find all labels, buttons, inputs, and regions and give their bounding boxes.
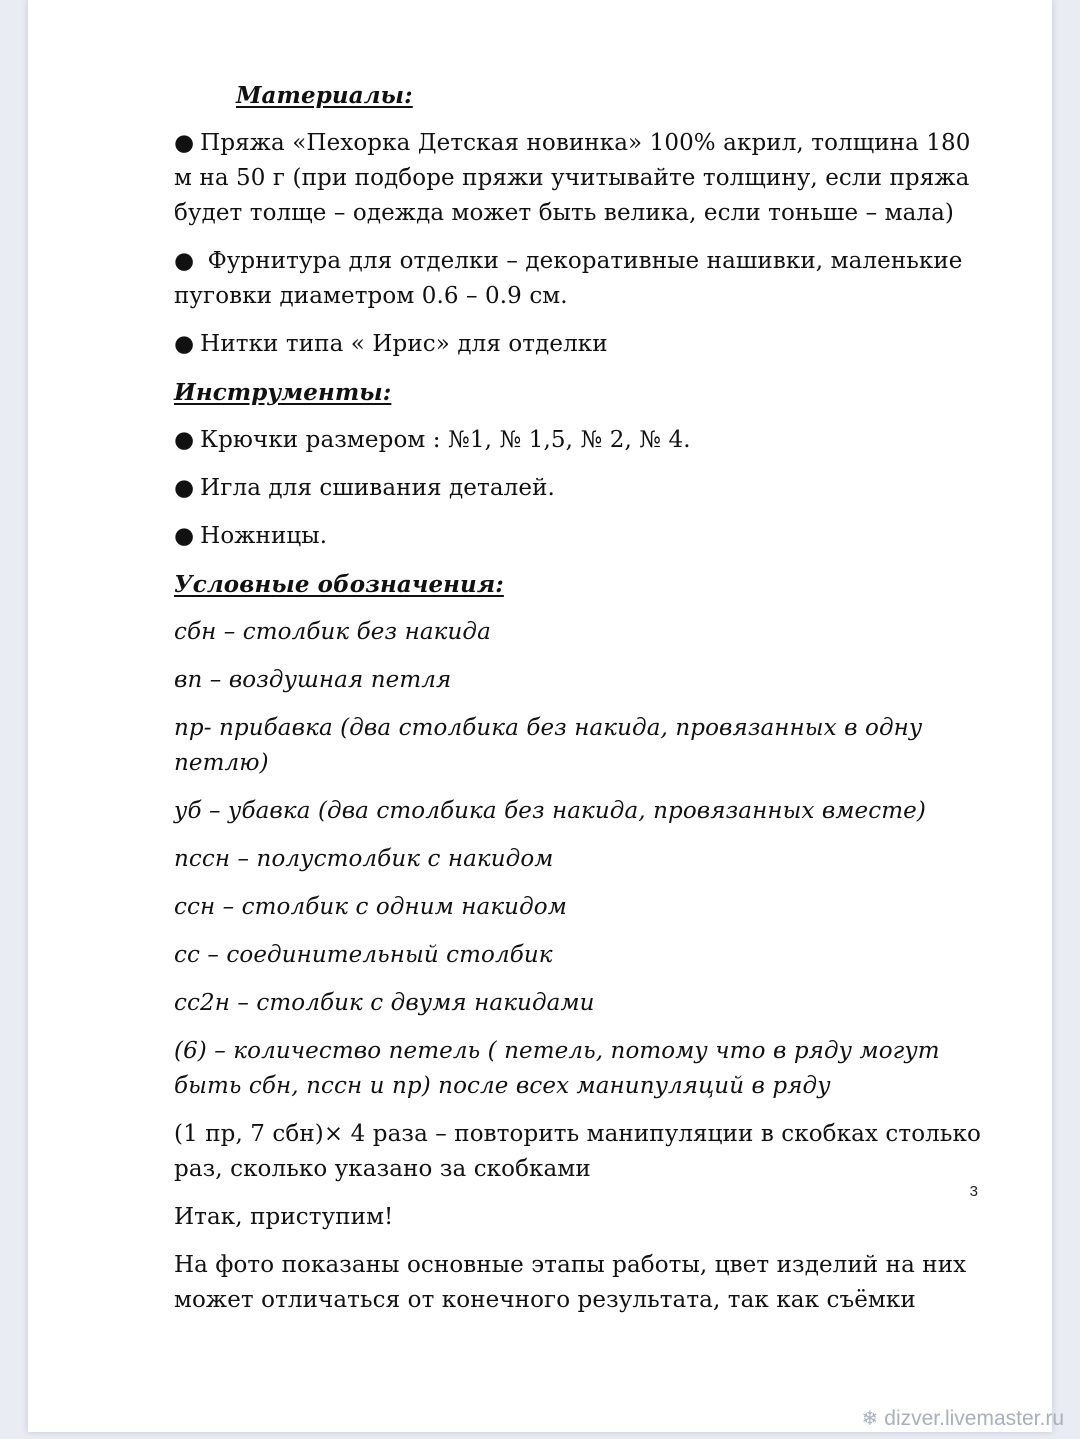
watermark-text: dizver.livemaster.ru <box>884 1406 1064 1430</box>
bullet-item <box>174 327 994 362</box>
section-heading: Условные обозначения: <box>174 571 504 598</box>
legend-entry: уб – убавка (два столбика без накида, провязанных вместе) <box>174 798 926 824</box>
legend-entry: сбн – столбик без накида <box>174 619 491 645</box>
legend-entry: вп – воздушная петля <box>174 667 452 693</box>
bullet-item <box>174 519 994 554</box>
watermark <box>862 1406 1065 1431</box>
section-heading: Материалы: <box>236 82 413 109</box>
section-heading: Инструменты: <box>174 379 392 406</box>
bullet-text: Крючки размером : №1, № 1,5, № 2, № 4. <box>200 427 691 453</box>
bullet-icon: ● <box>174 475 195 501</box>
bullet-item <box>174 423 994 458</box>
legend-entry: пр- прибавка (два столбика без накида, провязанных в одну петлю) <box>174 715 923 776</box>
page-content <box>174 78 994 1331</box>
bullet-item <box>174 126 994 231</box>
bullet-icon: ● <box>174 427 195 453</box>
bullet-text: Игла для сшивания деталей. <box>200 475 555 501</box>
bullet-icon: ● <box>174 248 195 274</box>
document-page <box>28 0 1052 1432</box>
legend-entry: ссн – столбик с одним накидом <box>174 894 567 920</box>
bullet-icon: ● <box>174 130 195 156</box>
bullet-icon: ● <box>174 331 195 357</box>
legend-entry: сс – соединительный столбик <box>174 942 553 968</box>
bullet-icon: ● <box>174 523 195 549</box>
bullet-text: Пряжа «Пехорка Детская новинка» 100% акрил, толщина 180 м на 50 г (при подборе пряжи учитывайте толщину, если пряжа будет толще – одежда может быть велика, если тоньше – мала) <box>174 130 971 226</box>
bullet-text: Ножницы. <box>200 523 328 549</box>
page-number: 3 <box>969 1183 978 1200</box>
paragraph: (1 пр, 7 сбн)× 4 раза – повторить манипуляции в скобках столько раз, сколько указано за скобками <box>174 1121 981 1182</box>
bullet-text: Нитки типа « Ирис» для отделки <box>200 331 608 357</box>
bullet-item <box>174 471 994 506</box>
snowflake-icon: ❄ <box>861 1408 879 1430</box>
legend-entry: пссн – полустолбик с накидом <box>174 846 554 872</box>
paragraph: На фото показаны основные этапы работы, цвет изделий на них может отличаться от конечного результата, так как съёмки <box>174 1252 967 1313</box>
paragraph: Итак, приступим! <box>174 1204 394 1230</box>
bullet-item <box>174 244 994 314</box>
bullet-text: Фурнитура для отделки – декоративные нашивки, маленькие пуговки диаметром 0.6 – 0.9 см. <box>174 248 963 309</box>
legend-entry: сс2н – столбик с двумя накидами <box>174 990 595 1016</box>
legend-entry: (6) – количество петель ( петель, потому что в ряду могут быть сбн, пссн и пр) после всех манипуляций в ряду <box>174 1038 940 1099</box>
